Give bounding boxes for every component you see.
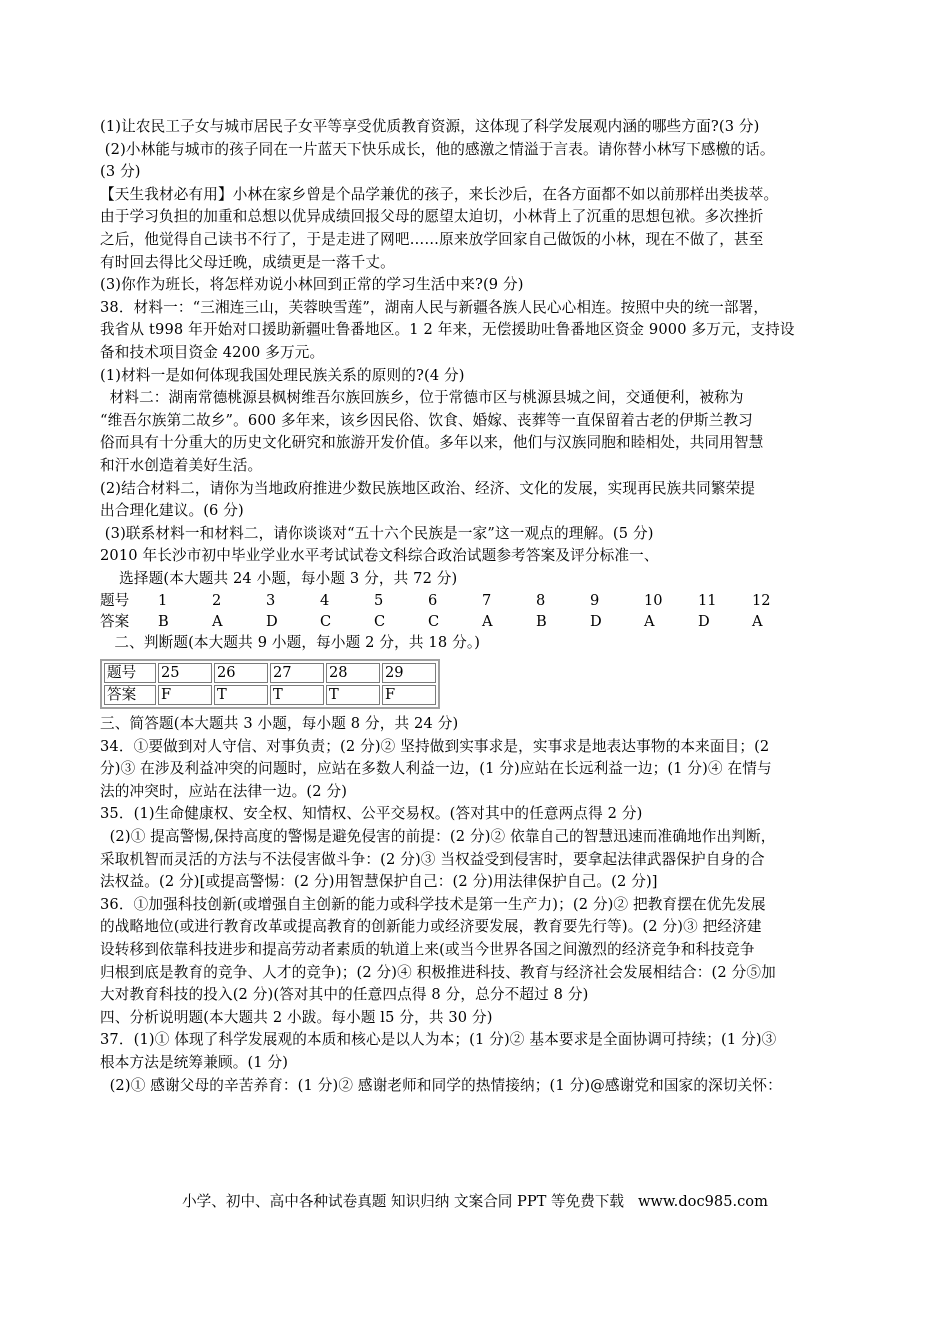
judge-answer-label: 答案 — [104, 685, 156, 705]
text-line: 和汗水创造着美好生活。 — [100, 456, 263, 474]
document-body — [100, 116, 860, 1097]
judge-question-number: 29 — [382, 663, 436, 683]
judge-question-number: 26 — [214, 663, 268, 683]
text-line: 材料二：湖南常德桃源县枫树维吾尔族回族乡，位于常德市区与桃源县城之间，交通便利，被称为 — [100, 389, 744, 407]
text-line: 俗而具有十分重大的历史文化研究和旅游开发价值。多年以来，他们与汉族同胞和睦相处，共同用智慧 — [100, 434, 764, 452]
text-line: 采取机智而灵活的方法与不法侵害做斗争：(2 分)③ 当权益受到侵害时，要拿起法律武器保护自身的合 — [100, 850, 765, 868]
mc-question-number: 12 — [752, 592, 771, 610]
text-line: 选择题(本大题共 24 小题，每小题 3 分，共 72 分) — [100, 569, 458, 587]
text-line: 由于学习负担的加重和总想以优异成绩回报父母的愿望太迫切，小林背上了沉重的思想包袱。多次挫折 — [100, 208, 764, 226]
judge-answer: T — [326, 685, 380, 705]
mc-question-number: 2 — [212, 592, 222, 610]
text-line: 我省从 t998 年开始对口援助新疆吐鲁番地区。1 2 年来，无偿援助吐鲁番地区资金 9000 多万元，支持设 — [100, 321, 795, 339]
mc-question-number: 3 — [266, 592, 276, 610]
text-line: (3)联系材料一和材料二，请你谈谈对“五十六个民族是一家”这一观点的理解。(5 分) — [100, 524, 654, 542]
text-line: 法的冲突时，应站在法律一边。(2 分) — [100, 782, 348, 800]
mc-answer: D — [698, 613, 710, 631]
text-line: (1)让农民工子女与城市居民子女平等享受优质教育资源，这体现了科学发展观内涵的哪些方面?(3 分) — [100, 118, 760, 135]
text-line: 法权益。(2 分)[或提高警惕：(2 分)用智慧保护自己：(2 分)用法律保护自己。(2 分)] — [100, 873, 658, 891]
text-line: 37．(1)① 体现了科学发展观的本质和核心是以人为本；(1 分)② 基本要求是全面协调可持续；(1 分)③ — [100, 1031, 777, 1049]
judge-answer: T — [214, 685, 268, 705]
text-line: (3 分) — [100, 163, 141, 181]
judge-head-label: 题号 — [104, 663, 156, 683]
mc-number-row — [100, 590, 860, 611]
text-line: 36．①加强科技创新(或增强自主创新的能力或科学技术是第一生产力)；(2 分)② 把教育摆在优先发展 — [100, 895, 766, 913]
text-line: 归根到底是教育的竞争、人才的竞争)；(2 分)④ 积极推进科技、教育与经济社会发展相结合：(2 分⑤加 — [100, 963, 776, 981]
text-line: 大对教育科技的投入(2 分)(答对其中的任意四点得 8 分，总分不超过 8 分) — [100, 986, 589, 1004]
judge-number-row — [104, 663, 436, 683]
text-line: 备和技术项目资金 4200 多万元。 — [100, 343, 325, 361]
text-line: (2)结合材料二，请你为当地政府推进少数民族地区政治、经济、文化的发展，实现再民族共同繁荣提 — [100, 479, 756, 497]
judge-answer: F — [158, 685, 212, 705]
judge-question-number: 25 — [158, 663, 212, 683]
mc-question-number: 10 — [644, 592, 663, 610]
mc-question-number: 11 — [698, 592, 717, 610]
judge-answer: T — [270, 685, 324, 705]
mc-answer: C — [320, 613, 332, 631]
judge-question-number: 28 — [326, 663, 380, 683]
page-footer: 小学、初中、高中各种试卷真题 知识归纳 文案合同 PPT 等免费下载 www.doc985.com — [182, 1193, 768, 1210]
mc-question-number: 8 — [536, 592, 546, 610]
mc-question-number: 1 — [158, 592, 168, 610]
text-line: 38．材料一：“三湘连三山，芙蓉映雪莲”，湖南人民与新疆各族人民心心相连。按照中央的统一部署， — [100, 298, 769, 316]
mc-answer: A — [482, 613, 493, 631]
text-line: “维吾尔族第二故乡”。600 多年来，该乡因民俗、饮食、婚嫁、丧葬等一直保留着古老的伊斯兰教习 — [100, 411, 753, 429]
text-line: (2)① 提高警惕,保持高度的警惕是避免侵害的前提：(2 分)② 依靠自己的智慧迅速而准确地作出判断， — [100, 828, 776, 846]
mc-answer: B — [158, 613, 169, 631]
multiple-choice-answer-table — [100, 590, 860, 632]
text-line: 35．(1)生命健康权、安全权、知情权、公平交易权。(答对其中的任意两点得 2 分) — [100, 805, 643, 823]
text-line: (3)你作为班长，将怎样劝说小林回到正常的学习生活中来?(9 分) — [100, 276, 524, 294]
text-line: 根本方法是统筹兼顾。(1 分) — [100, 1053, 289, 1071]
mc-answer: C — [428, 613, 440, 631]
text-line: 四、分析说明题(本大题共 2 小跋。每小题 l5 分，共 30 分) — [100, 1008, 493, 1026]
mc-answer: B — [536, 613, 547, 631]
mc-question-number: 5 — [374, 592, 384, 610]
text-line: (1)材料一是如何体现我国处理民族关系的原则的?(4 分) — [100, 366, 465, 384]
judge-question-number: 27 — [270, 663, 324, 683]
mc-question-number: 6 — [428, 592, 438, 610]
judgement-answer-table — [100, 659, 440, 709]
text-line: 有时回去得比父母迁晚，成绩更是一落千丈。 — [100, 253, 395, 271]
judge-section-title: 二、判断题(本大题共 9 小题，每小题 2 分，共 18 分。) — [100, 634, 481, 652]
text-line: (2)① 感谢父母的辛苦养育：(1 分)② 感谢老师和同学的热情接纳；(1 分)@感谢党和国家的深切关怀： — [100, 1076, 782, 1094]
text-line: 2010 年长沙市初中毕业学业水平考试试卷文科综合政治试题参考答案及评分标准一、 — [100, 547, 659, 565]
mc-answer-label: 答案 — [100, 613, 130, 631]
mc-question-number: 4 — [320, 592, 330, 610]
judge-answer-row — [104, 685, 436, 705]
answer-text-block — [100, 713, 860, 1097]
text-line: 34．①要做到对人守信、对事负责；(2 分)② 坚持做到实事求是，实事求是地表达事物的本来面目；(2 — [100, 737, 770, 755]
mc-question-number: 7 — [482, 592, 492, 610]
question-text-block — [100, 116, 860, 590]
mc-answer: D — [590, 613, 602, 631]
judge-answer: F — [382, 685, 436, 705]
text-line: 设转移到依靠科技进步和提高劳动者素质的轨道上来(或当今世界各国之间激烈的经济竞争和科技竞争 — [100, 941, 755, 958]
mc-answer: A — [212, 613, 223, 631]
text-line: 分)③ 在涉及利益冲突的问题时，应站在多数人利益一边，(1 分)应站在长远利益一边；(1 分)④ 在情与 — [100, 760, 772, 778]
mc-head-label: 题号 — [100, 592, 130, 610]
text-line: 出合理化建议。(6 分) — [100, 502, 244, 520]
mc-answer-row — [100, 611, 860, 632]
mc-answer: A — [644, 613, 655, 631]
text-line: 之后，他觉得自己读书不行了，于是走进了网吧……原来放学回家自己做饭的小林，现在不做了，甚至 — [100, 230, 764, 248]
mc-answer: D — [266, 613, 278, 631]
text-line: (2)小林能与城市的孩子同在一片蓝天下快乐成长，他的感激之情溢于言表。请你替小林写下感檄的话。 — [100, 140, 775, 158]
text-line: 三、简答题(本大题共 3 小题，每小题 8 分，共 24 分) — [100, 715, 459, 733]
text-line: 【天生我材必有用】小林在家乡曾是个品学兼优的孩子，来长沙后，在各方面都不如以前那样出类拔萃。 — [100, 185, 779, 203]
mc-question-number: 9 — [590, 592, 600, 610]
text-line: 的战略地位(或进行教育改革或提高教育的创新能力或经济要发展，教育要先行等)。(2 分)③ 把经济建 — [100, 918, 762, 936]
mc-answer: A — [752, 613, 763, 631]
mc-answer: C — [374, 613, 386, 631]
